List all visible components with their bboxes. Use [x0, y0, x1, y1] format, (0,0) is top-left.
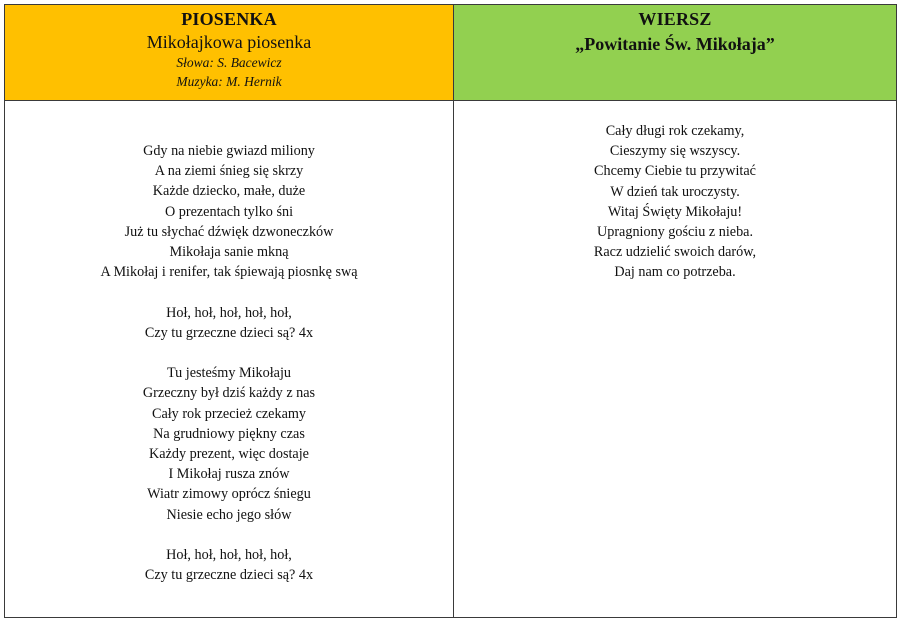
song-poem-table — [4, 4, 897, 618]
lyric-line: A Mikołaj i renifer, tak śpiewają piosnkę swą — [100, 264, 358, 281]
lyric-line: Każdy prezent, więc dostaje — [149, 446, 309, 463]
lyric-line: A na ziemi śnieg się skrzy — [154, 163, 304, 180]
poem-heading: WIERSZ — [638, 9, 712, 29]
song-stanza — [5, 141, 453, 282]
lyric-line: I Mikołaj rusza znów — [168, 466, 290, 483]
lyric-line: Czy tu grzeczne dzieci są? 4x — [144, 324, 314, 341]
lyric-line: Tu jesteśmy Mikołaju — [166, 365, 292, 382]
lyric-line: Mikołaja sanie mkną — [169, 244, 289, 261]
poem-line: Cieszymy się wszyscy. — [609, 143, 741, 160]
lyric-line: Na grudniowy piękny czas — [153, 425, 305, 442]
song-chorus — [5, 303, 453, 343]
poem-title: „Powitanie Św. Mikołaja” — [575, 34, 775, 54]
poem-line: Chcemy Ciebie tu przywitać — [594, 163, 756, 180]
lyric-line: Hoł, hoł, hoł, hoł, hoł, — [166, 547, 292, 564]
song-heading: PIOSENKA — [181, 9, 277, 29]
poem-line: W dzień tak uroczysty. — [610, 183, 740, 200]
poem-line: Daj nam co potrzeba. — [614, 264, 736, 281]
poem-text-cell — [454, 101, 896, 617]
lyric-line: Grzeczny był dziś każdy z nas — [142, 385, 316, 402]
lyric-line: Cały rok przecież czekamy — [151, 405, 306, 422]
lyric-line: Już tu słychać dźwięk dzwoneczków — [124, 223, 334, 240]
lyric-line: Hoł, hoł, hoł, hoł, hoł, — [166, 304, 292, 321]
song-stanza — [5, 363, 453, 525]
song-title: Mikołajkowa piosenka — [146, 32, 312, 52]
song-header-cell — [5, 5, 454, 101]
poem-line: Racz udzielić swoich darów, — [593, 244, 757, 261]
lyric-line: Czy tu grzeczne dzieci są? 4x — [144, 567, 314, 584]
poem-line: Cały długi rok czekamy, — [605, 123, 745, 139]
poem-line: Upragniony gościu z nieba. — [596, 224, 754, 241]
poem-header-cell — [454, 5, 896, 101]
lyric-line: Gdy na niebie gwiazd miliony — [143, 143, 315, 159]
lyric-line: O prezentach tylko śni — [164, 203, 294, 220]
lyric-line: Niesie echo jego słów — [166, 506, 292, 523]
song-lyrics-credit: Słowa: S. Bacewicz — [176, 55, 282, 70]
lyric-line: Każde dziecko, małe, duże — [152, 183, 306, 200]
lyric-line: Wiatr zimowy oprócz śniegu — [147, 486, 311, 503]
song-chorus — [5, 545, 453, 585]
poem-line: Witaj Święty Mikołaju! — [607, 203, 743, 220]
song-music-credit: Muzyka: M. Hernik — [176, 74, 282, 89]
song-lyrics-cell — [5, 101, 454, 617]
